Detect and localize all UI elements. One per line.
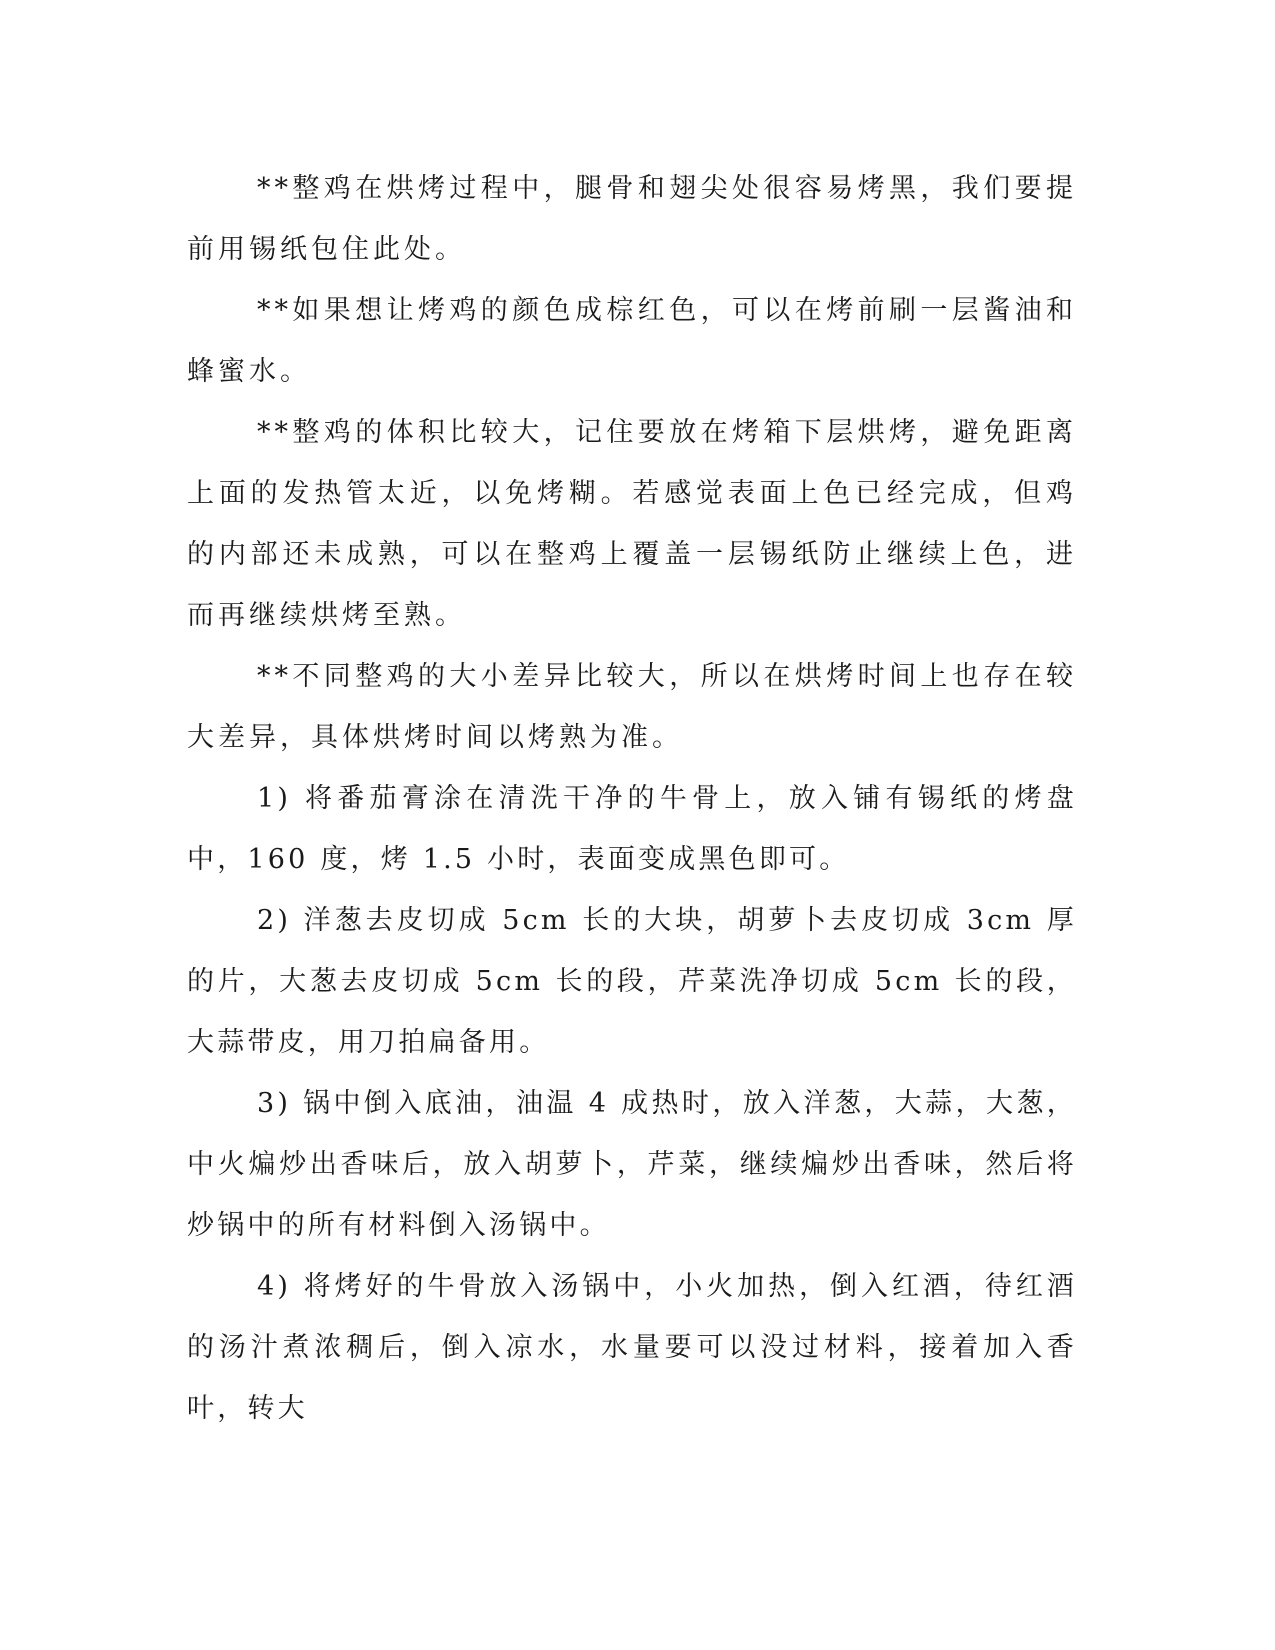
tip-paragraph-2: **如果想让烤鸡的颜色成棕红色，可以在烤前刷一层酱油和蜂蜜水。 (187, 295, 1077, 387)
step-2-paragraph: 2) 洋葱去皮切成 5cm 长的大块，胡萝卜去皮切成 3cm 厚的片，大葱去皮切成 5cm 长的段，芹菜洗净切成 5cm 长的段，大蒜带皮，用刀拍扁备用。 (187, 905, 1077, 1058)
tip-paragraph-1: **整鸡在烘烤过程中，腿骨和翅尖处很容易烤黑，我们要提前用锡纸包住此处。 (187, 173, 1077, 265)
step-1-paragraph: 1) 将番茄膏涂在清洗干净的牛骨上，放入铺有锡纸的烤盘中，160 度，烤 1.5 小时，表面变成黑色即可。 (187, 783, 1077, 875)
step-4-paragraph: 4) 将烤好的牛骨放入汤锅中，小火加热，倒入红酒，待红酒的汤汁煮浓稠后，倒入凉水，水量要可以没过材料，接着加入香叶，转大 (187, 1271, 1077, 1424)
tip-paragraph-3: **整鸡的体积比较大，记住要放在烤箱下层烘烤，避免距离上面的发热管太近，以免烤糊。若感觉表面上色已经完成，但鸡的内部还未成熟，可以在整鸡上覆盖一层锡纸防止继续上色，进而再继续烘烤至熟。 (187, 417, 1077, 631)
tip-paragraph-4: **不同整鸡的大小差异比较大，所以在烘烤时间上也存在较大差异，具体烘烤时间以烤熟为准。 (187, 661, 1077, 753)
step-3-paragraph: 3) 锅中倒入底油，油温 4 成热时，放入洋葱，大蒜，大葱，中火煸炒出香味后，放入胡萝卜，芹菜，继续煸炒出香味，然后将炒锅中的所有材料倒入汤锅中。 (187, 1088, 1077, 1241)
document-body (187, 158, 1077, 1439)
